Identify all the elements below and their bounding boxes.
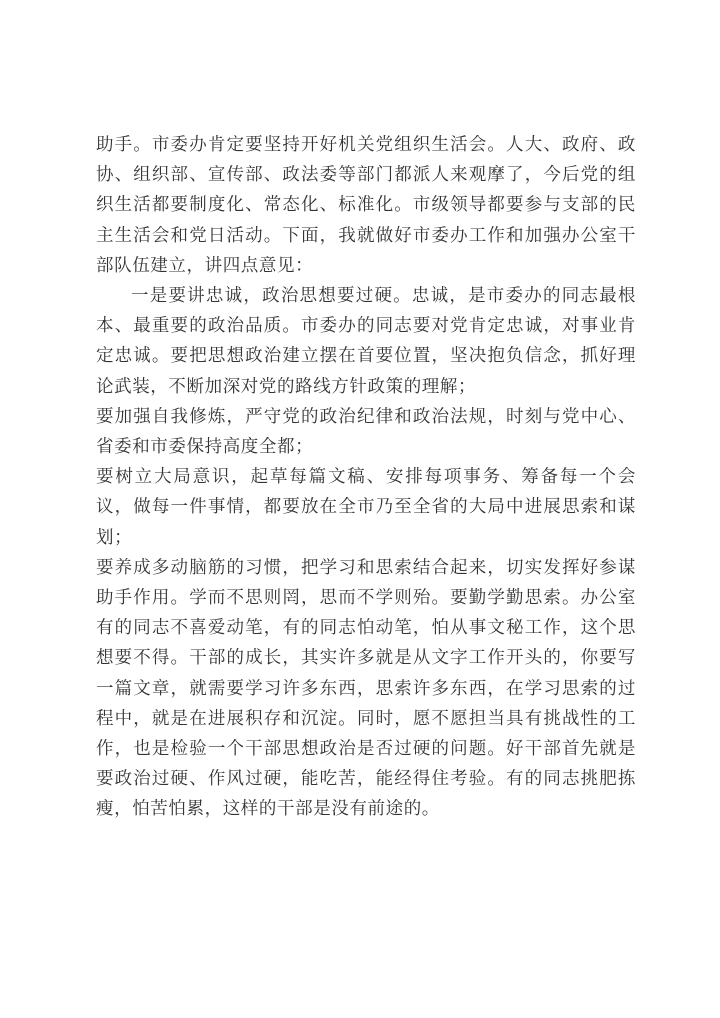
paragraph-5: 要养成多动脑筋的习惯，把学习和思索结合起来，切实发挥好参谋助手作用。学而不思则罔，思而不学则殆。要勤学勤思索。办公室有的同志不喜爱动笔，有的同志怕动笔，怕从事文秘工作，这个思想要不得。干部的成长，其实许多就是从文字工作开头的，你要写一篇文章，就需要学习许多东西，思索许多东西，在学习思索的过程中，就是在进展积存和沉淀。同时，愿不愿担当具有挑战性的工作，也是检验一个干部思想政治是否过硬的问题。好干部首先就是要政治过硬、作风过硬，能吃苦，能经得住考验。有的同志挑肥拣瘦，怕苦怕累，这样的干部是没有前途的。 (96, 557, 636, 820)
paragraph-4: 要树立大局意识，起草每篇文稿、安排每项事务、筹备每一个会议，做每一件事情，都要放在全市乃至全省的大局中进展思索和谋划； (96, 467, 636, 548)
paragraph-2: 一是要讲忠诚，政治思想要过硬。忠诚，是市委办的同志最根本、最重要的政治品质。市委办的同志要对党肯定忠诚，对事业肯定忠诚。要把思想政治建立摆在首要位置，坚决抱负信念，抓好理论武装，不断加深对党的路线方针政策的理解； (96, 286, 636, 397)
paragraph-3: 要加强自我修炼，严守党的政治纪律和政治法规，时刻与党中心、省委和市委保持高度全都； (96, 406, 636, 458)
body-text (96, 130, 636, 825)
paragraph-1: 助手。市委办肯定要坚持开好机关党组织生活会。人大、政府、政协、组织部、宣传部、政法委等部门都派人来观摩了，今后党的组织生活都要制度化、常态化、标准化。市级领导都要参与支部的民主生活会和党日活动。下面，我就做好市委办工作和加强办公室干部队伍建立，讲四点意见： (96, 135, 636, 276)
